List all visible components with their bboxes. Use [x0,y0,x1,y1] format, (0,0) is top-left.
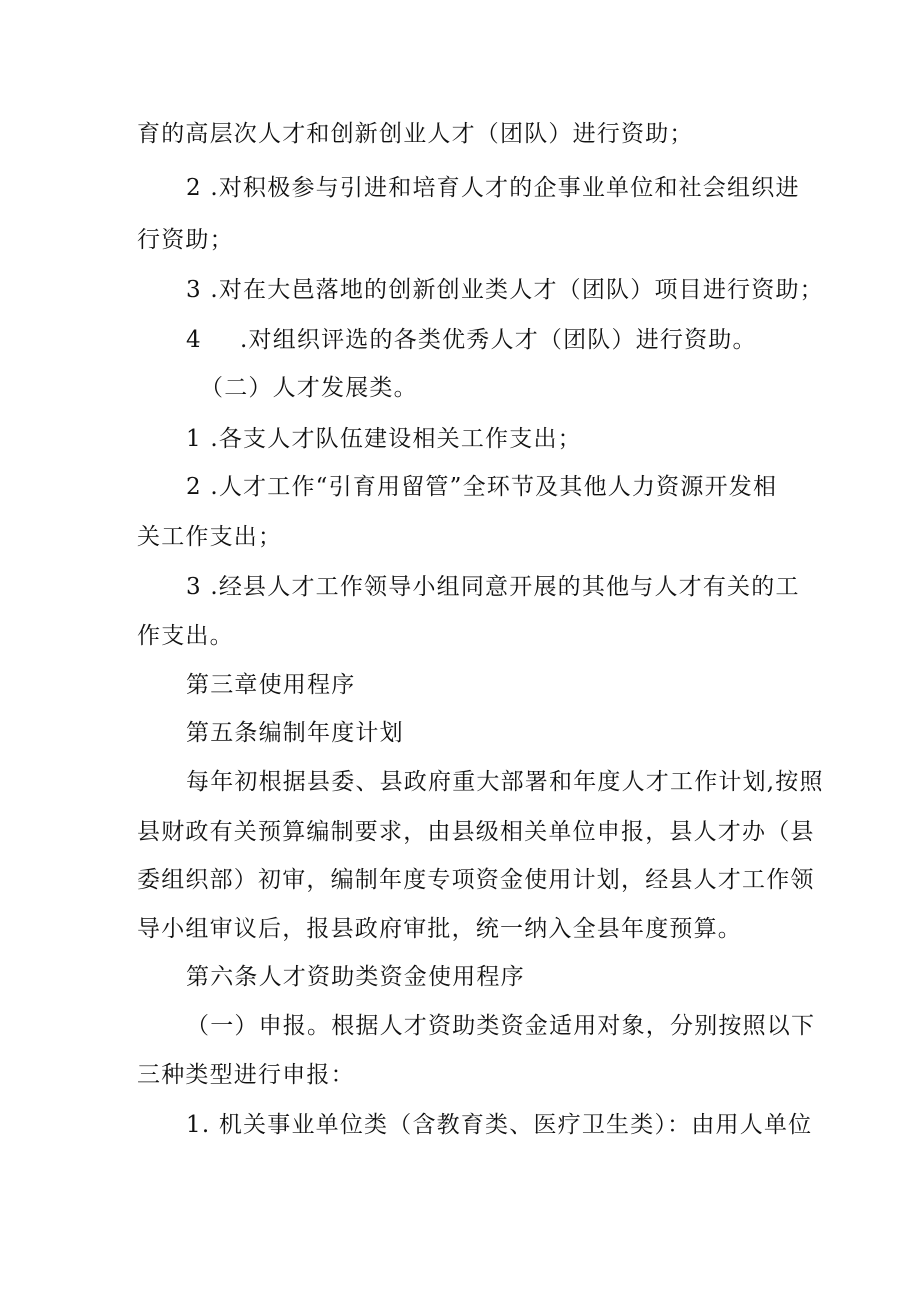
paragraph-line: 作支出。 [137,623,234,649]
paragraph-line: 三种类型进行申报： [137,1062,355,1088]
list-item-number: 4 [186,327,202,353]
section-heading: （二）人才发展类。 [200,375,418,401]
paragraph-line: 每年初根据县委、县政府重大部署和年度人才工作计划,按照 [186,769,824,795]
list-item-line: 1 .各支人才队伍建设相关工作支出； [186,426,582,452]
article-heading: 第六条人才资助类资金使用程序 [186,964,525,990]
paragraph-line: 育的高层次人才和创新创业人才（团队）进行资助； [137,121,694,147]
paragraph-line: 县财政有关预算编制要求，由县级相关单位申报，县人才办（县 [137,819,815,845]
list-item-line: 2 .对积极参与引进和培育人才的企事业单位和社会组织进 [186,175,800,201]
paragraph-line: 委组织部）初审，编制年度专项资金使用计划，经县人才工作领 [137,867,815,893]
list-item-line: 3 .经县人才工作领导小组同意开展的其他与人才有关的工 [186,574,800,600]
list-item-line: 1. 机关事业单位类（含教育类、医疗卫生类）：由用人单位 [186,1112,813,1138]
list-item-line: 3 .对在大邑落地的创新创业类人才（团队）项目进行资助； [186,277,824,303]
list-item-line: 2 .人才工作“引育用留管”全环节及其他人力资源开发相 [186,474,778,500]
paragraph-line: 导小组审议后，报县政府审批，统一纳入全县年度预算。 [137,916,742,942]
list-item-line: .对组织评选的各类优秀人才（团队）进行资助。 [240,327,757,353]
paragraph-line: 行资助； [137,227,234,253]
paragraph-line: （一）申报。根据人才资助类资金适用对象，分别按照以下 [186,1013,816,1039]
article-heading: 第五条编制年度计划 [186,720,404,746]
paragraph-line: 关工作支出； [137,524,283,550]
chapter-heading: 第三章使用程序 [186,672,356,698]
